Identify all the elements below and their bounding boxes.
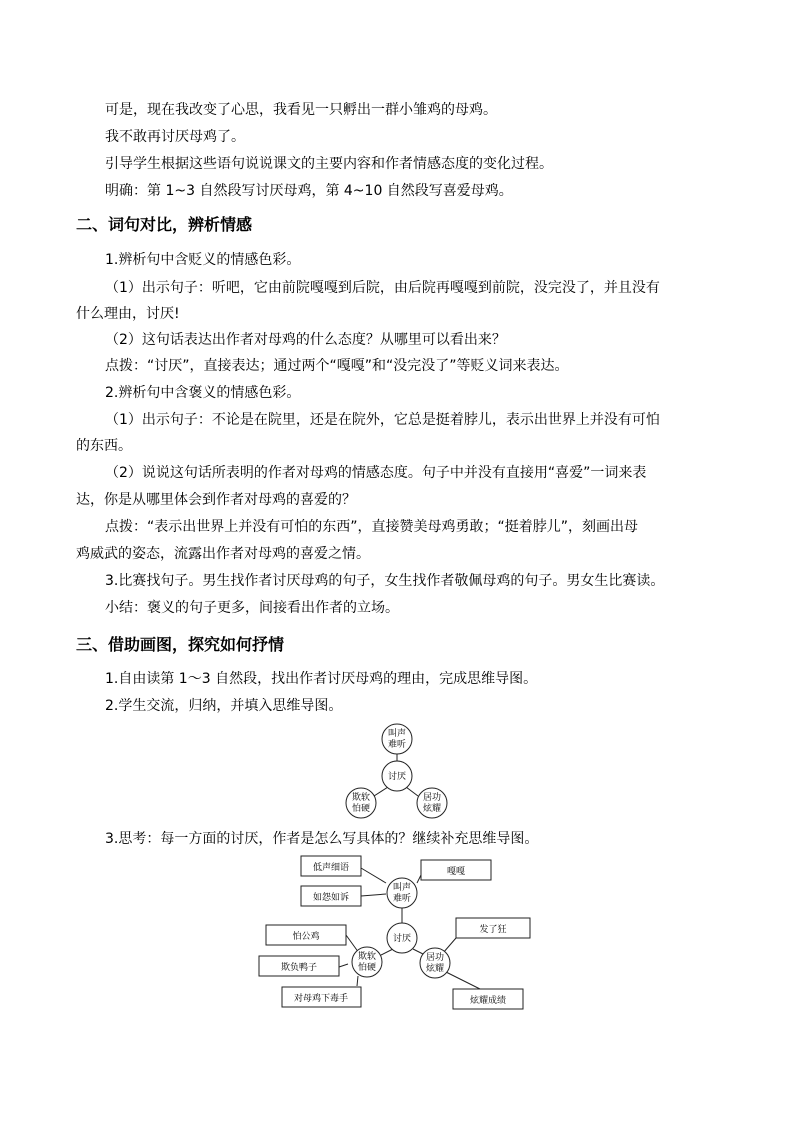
s2-line-6: 2.辨析句中含褒义的情感色彩。 bbox=[105, 385, 301, 401]
s2-line-9: （2）说说这句话所表明的作者对母鸡的情感态度。句子中并没有直接用“喜爱”一词来表 bbox=[105, 465, 647, 481]
map2-box-3-text: 嘎嘎 bbox=[446, 867, 466, 877]
map2-right-line-2: 炫耀 bbox=[425, 964, 445, 974]
s3-line-2: 2.学生交流，归纳，并填入思维导图。 bbox=[105, 698, 343, 714]
mind-map-2 bbox=[255, 850, 540, 1015]
intro-line-4: 明确：第 1~3 自然段写讨厌母鸡，第 4~10 自然段写喜爱母鸡。 bbox=[105, 183, 513, 199]
intro-line-1: 可是，现在我改变了心思，我看见一只孵出一群小雏鸡的母鸡。 bbox=[105, 102, 497, 118]
map1-top-line-1: 叫声 bbox=[387, 729, 407, 739]
section-3-heading: 三、借助画图，探究如何抒情 bbox=[76, 635, 285, 654]
s2-line-11: 点拨：“表示出世界上并没有可怕的东西”，直接赞美母鸡勇敢；“挺着脖儿”，刻画出母 bbox=[105, 519, 639, 535]
map1-left-line-1: 欺软 bbox=[351, 793, 371, 803]
map2-box-6-text: 对母鸡下毒手 bbox=[293, 994, 349, 1004]
map2-box-2-text: 如怨如诉 bbox=[312, 893, 350, 903]
s2-line-3: 什么理由，讨厌! bbox=[76, 306, 180, 322]
map1-center: 讨厌 bbox=[387, 772, 407, 782]
map2-right-line-1: 居功 bbox=[425, 953, 445, 963]
s2-line-13: 3.比赛找句子。男生找作者讨厌母鸡的句子，女生找作者敬佩母鸡的句子。男女生比赛读。 bbox=[105, 573, 665, 589]
s2-line-1: 1.辨析句中含贬义的情感色彩。 bbox=[105, 252, 301, 268]
mind-map-1 bbox=[330, 716, 450, 828]
intro-line-3: 引导学生根据这些语句说说课文的主要内容和作者情感态度的变化过程。 bbox=[105, 156, 553, 172]
section-2-heading: 二、词句对比，辨析情感 bbox=[76, 215, 253, 234]
s2-line-10: 达，你是从哪里体会到作者对母鸡的喜爱的？ bbox=[76, 492, 356, 508]
map2-top-line-1: 叫声 bbox=[392, 883, 412, 893]
s2-line-5: 点拨：“讨厌”，直接表达；通过两个“嘎嘎”和“没完没了”等贬义词来表达。 bbox=[105, 358, 569, 374]
s3-line-1: 1.自由读第 1～3 自然段，找出作者讨厌母鸡的理由，完成思维导图。 bbox=[105, 671, 538, 687]
map2-box-7-text: 发了狂 bbox=[479, 925, 507, 935]
map2-box-4-text: 怕公鸡 bbox=[292, 932, 320, 942]
s2-line-8: 的东西。 bbox=[76, 438, 132, 454]
s2-line-12: 鸡威武的姿态，流露出作者对母鸡的喜爱之情。 bbox=[76, 546, 370, 562]
map1-left-line-2: 怕硬 bbox=[351, 804, 371, 814]
map2-left-line-1: 欺软 bbox=[357, 952, 377, 962]
map2-box-8-text: 炫耀成绩 bbox=[469, 996, 507, 1006]
map2-center: 讨厌 bbox=[392, 934, 412, 944]
map2-box-5-text: 欺负鸭子 bbox=[280, 963, 318, 973]
s2-line-7: （1）出示句子：不论是在院里，还是在院外，它总是挺着脖儿，表示出世界上并没有可怕 bbox=[105, 412, 660, 428]
map2-left-line-2: 怕硬 bbox=[357, 963, 377, 973]
map1-right-line-2: 炫耀 bbox=[422, 804, 442, 814]
s2-line-2: （1）出示句子：听吧，它由前院嘎嘎到后院，由后院再嘎嘎到前院，没完没了，并且没有 bbox=[105, 280, 660, 296]
map1-top-line-2: 难听 bbox=[387, 740, 407, 750]
s2-line-4: （2）这句话表达出作者对母鸡的什么态度？从哪里可以看出来？ bbox=[105, 332, 506, 348]
map1-right-line-1: 居功 bbox=[422, 793, 442, 803]
map2-top-line-2: 难听 bbox=[392, 894, 412, 904]
map2-box-1-text: 低声细语 bbox=[312, 863, 350, 873]
intro-line-2: 我不敢再讨厌母鸡了。 bbox=[105, 129, 245, 145]
s3-line-3: 3.思考：每一方面的讨厌，作者是怎么写具体的？继续补充思维导图。 bbox=[105, 831, 539, 847]
s2-line-14: 小结：褒义的句子更多，间接看出作者的立场。 bbox=[105, 600, 399, 616]
